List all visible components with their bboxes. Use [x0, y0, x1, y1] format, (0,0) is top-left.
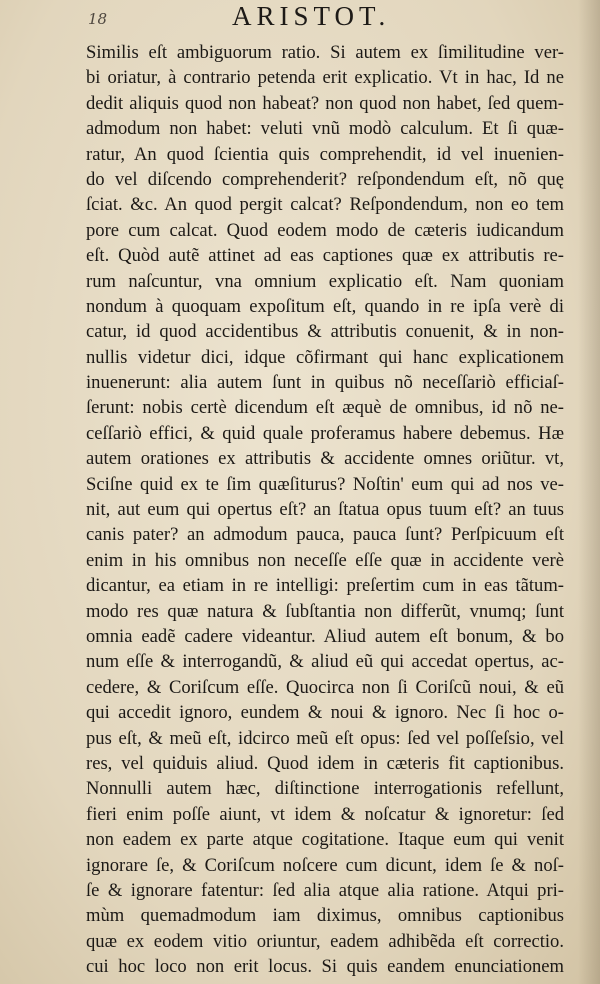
text-line: fieri enim poſſe aiunt, vt idem & noſcatur & ignoretur: ſed: [86, 803, 564, 825]
text-line: nit, aut eum qui opertus eſt? an ſtatua opus tuum eſt? an tuus: [86, 499, 564, 521]
text-line: autem orationes ex attributis & accidente omnes oriũtur. vt,: [86, 448, 564, 470]
running-head: ARISTOT.: [232, 1, 391, 31]
text-line: do vel diſcendo comprehenderit? reſpondendum eſt, nõ quę: [86, 168, 564, 190]
text-line: ſe & ignorare fatentur: ſed alia atque alia ratione. Atqui pri-: [86, 879, 564, 901]
page-number: 18: [88, 10, 108, 28]
text-line: bi oriatur, à contrario petenda erit explicatio. Vt in hac, Id ne: [86, 67, 564, 89]
body-text: [86, 40, 564, 979]
text-line: dicantur, ea etiam in re intelligi: preſertim cum in eas tãtum-: [86, 575, 564, 597]
text-line: dedit aliquis quod non habeat? non quod non habet, ſed quem-: [86, 92, 564, 114]
text-line: inuenerunt: alia autem ſunt in quibus nõ neceſſariò efficiaſ-: [86, 372, 564, 394]
text-line: modo res quæ natura & ſubſtantia non differũt, vnumq; ſunt: [86, 600, 564, 622]
text-line: pore cum calcat. Quod eodem modo de cæteris iudicandum: [86, 219, 564, 241]
text-line: ignorare ſe, & Coriſcum noſcere cum dicunt, idem ſe & noſ-: [86, 854, 564, 876]
text-line: ceſſariò effici, & quid quale proferamus habere debemus. Hæ: [86, 422, 564, 444]
text-line: cui hoc loco non erit locus. Si quis eandem enunciationem: [86, 956, 564, 978]
text-line: Nonnulli autem hæc, diſtinctione interrogationis refellunt,: [86, 778, 564, 800]
text-line: qui accedit ignoro, eundem & noui & ignoro. Nec ſi hoc o-: [86, 702, 564, 724]
text-line: ſciat. &c. An quod pergit calcat? Reſpondendum, non eo tem: [86, 194, 564, 216]
text-line: res, vel quiduis aliud. Quod idem in cæteris fit captionibus.: [86, 752, 564, 774]
text-line: catur, id quod accidentibus & attributis conuenit, & in non-: [86, 321, 564, 343]
text-line: mùm quemadmodum iam diximus, omnibus captionibus: [86, 905, 564, 927]
text-line: eſt. Quòd autẽ attinet ad eas captiones quæ ex attributis re-: [86, 245, 564, 267]
text-line: cedere, & Coriſcum eſſe. Quocirca non ſi Coriſcũ noui, & eũ: [86, 676, 564, 698]
text-line: ſerunt: nobis certè dicendum eſt æquè de omnibus, id nõ ne-: [86, 397, 564, 419]
text-line: admodum non habet: veluti vnũ modò calculum. Et ſi quæ-: [86, 118, 564, 140]
text-line: non eadem ex parte atque cogitatione. Itaque eum qui venit: [86, 829, 564, 851]
text-line: nondum à quoquam expoſitum eſt, quando in re ipſa verè di: [86, 295, 564, 317]
text-line: Sciſne quid ex te ſim quæſiturus? Noſtin' eum qui ad nos ve-: [86, 473, 564, 495]
text-line: rum naſcuntur, vna omnium explicatio eſt. Nam quoniam: [86, 270, 564, 292]
text-line: enim in his omnibus non neceſſe eſſe quæ in accidente verè: [86, 549, 564, 571]
text-line: canis pater? an admodum pauca, pauca ſunt? Perſpicuum eſt: [86, 524, 564, 546]
text-line: ratur, An quod ſcientia quis comprehendit, id vel inuenien-: [86, 143, 564, 165]
text-line: num eſſe & interrogandũ, & aliud eũ qui accedat opertus, ac-: [86, 651, 564, 673]
text-line: quæ ex eodem vitio oriuntur, eadem adhibẽda eſt correctio.: [86, 930, 564, 952]
text-line: Similis eſt ambiguorum ratio. Si autem ex ſimilitudine ver-: [86, 42, 564, 63]
text-line: pus eſt, & meũ eſt, idcirco meũ eſt opus: ſed vel poſſeſsio, vel: [86, 727, 564, 749]
text-line: nullis videtur dici, idque cõfirmant qui hanc explicationem: [86, 346, 564, 368]
text-line: omnia eadẽ cadere videantur. Aliud autem eſt bonum, & bo: [86, 625, 564, 647]
